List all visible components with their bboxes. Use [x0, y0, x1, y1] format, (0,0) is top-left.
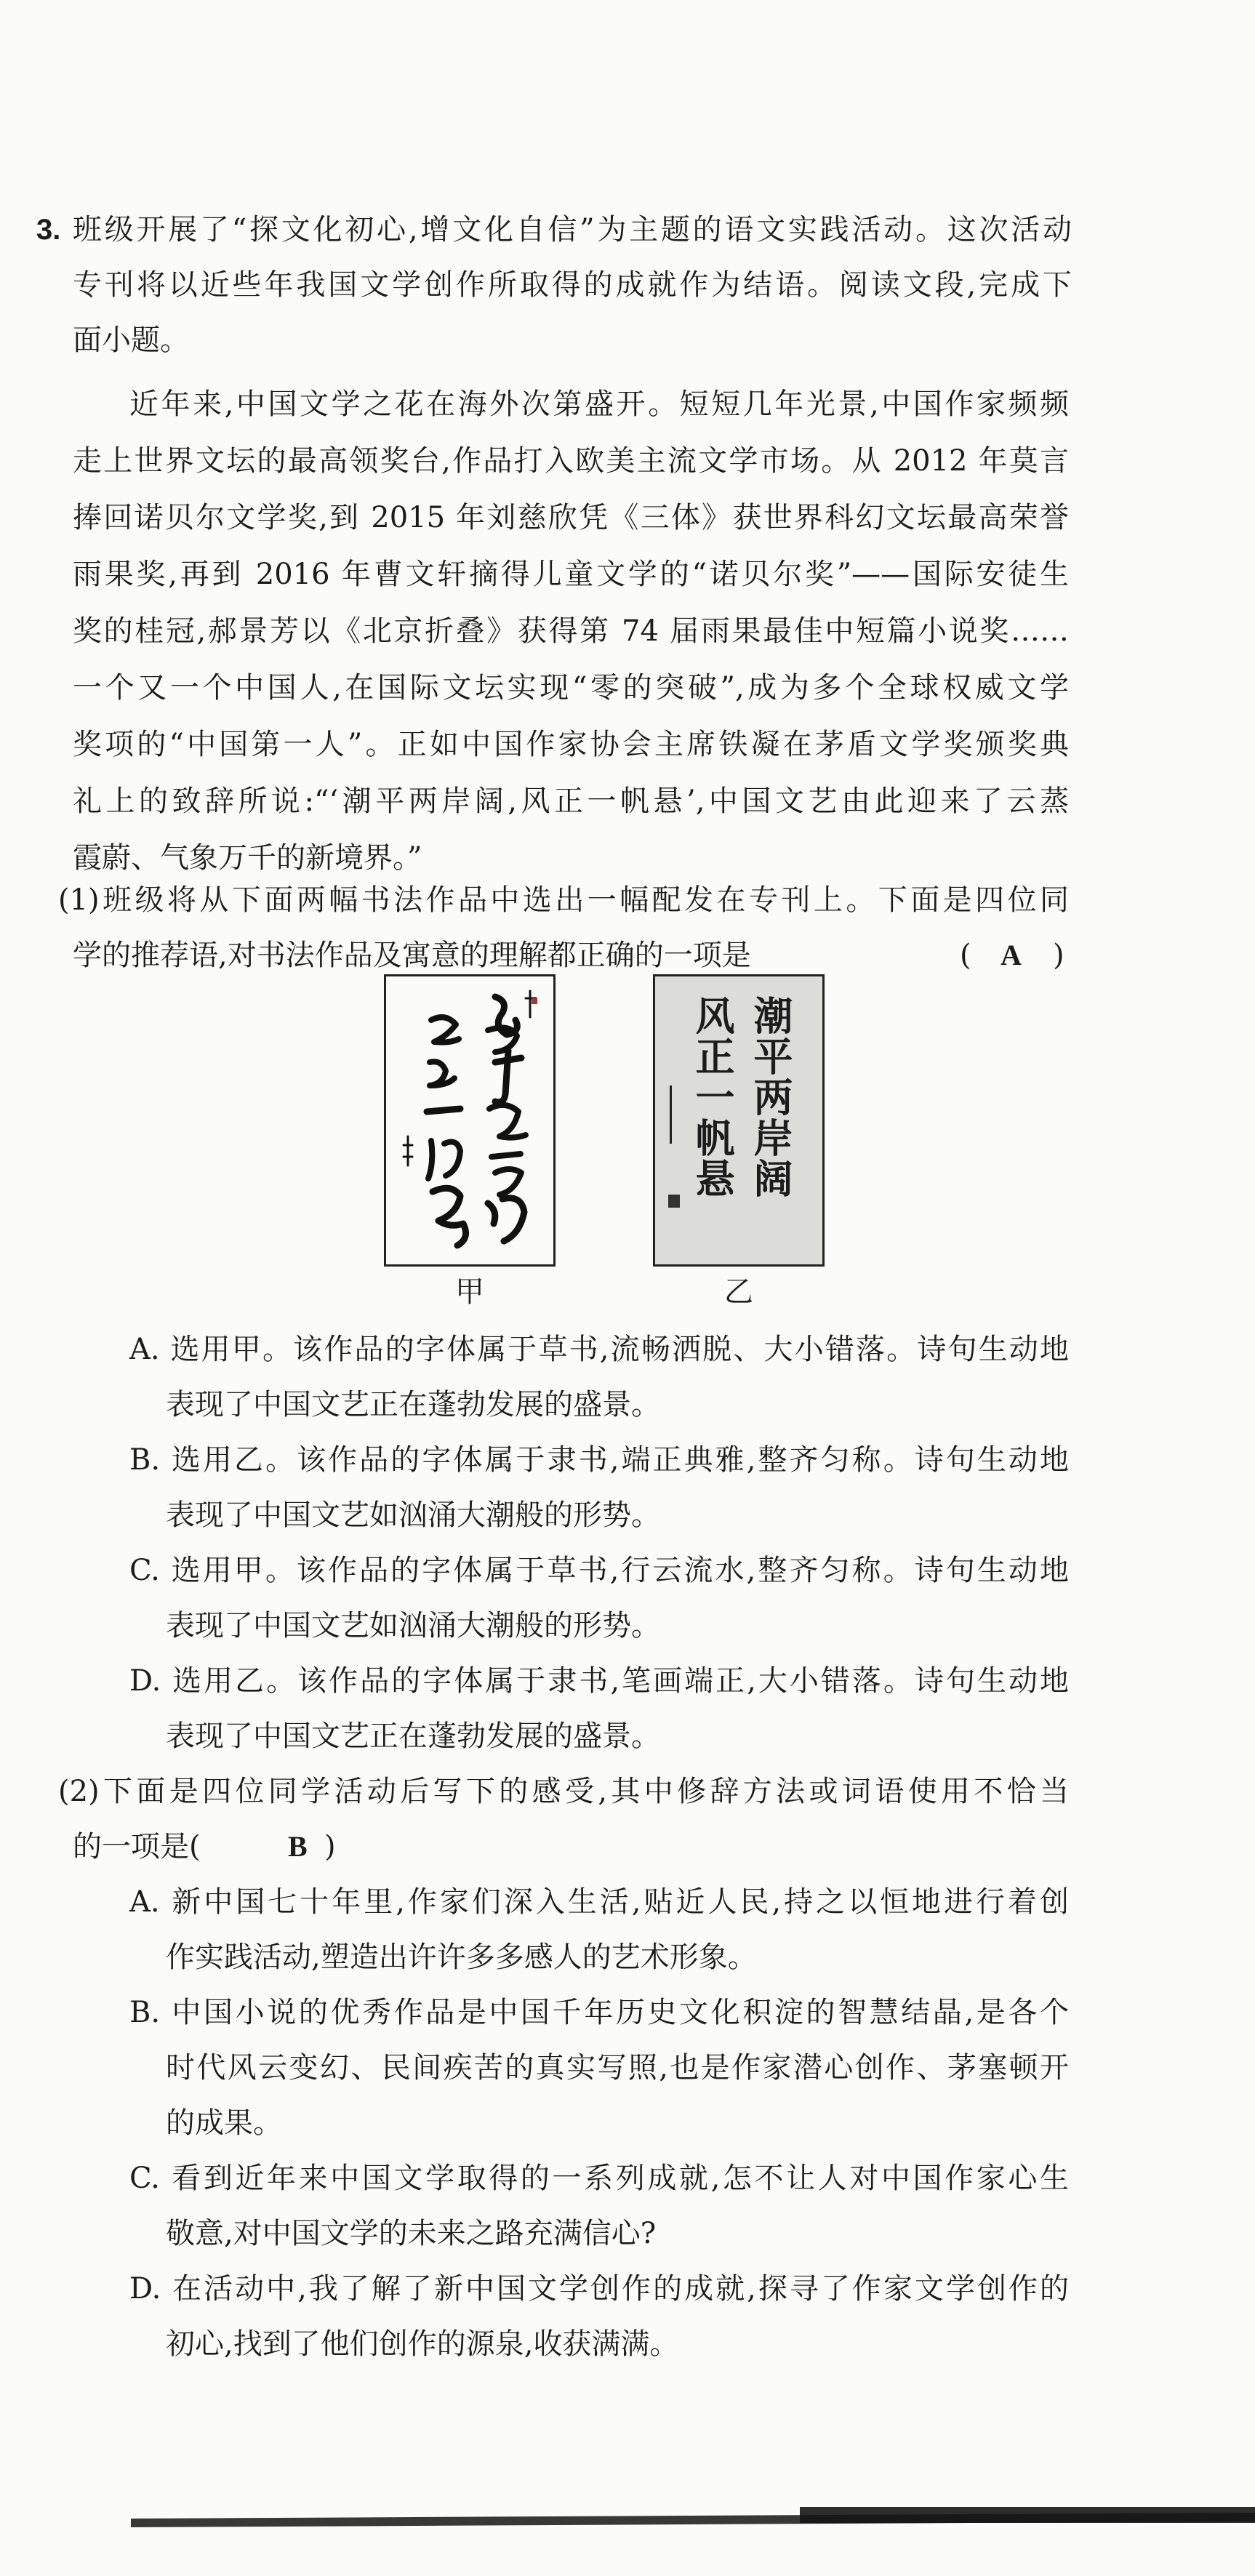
sub2-option-d: D. 在活动中,我了解了新中国文学创作的成就,探寻了作家文学创作的: [129, 2272, 1069, 2306]
image-caption-yi: 乙: [724, 1275, 753, 1309]
passage-line: 奖项的“中国第一人”。正如中国作家协会主席铁凝在茅盾文学奖颁奖典: [73, 728, 1069, 761]
scan-edge-shadow: [800, 2507, 1255, 2523]
calligraphy-yi: [653, 974, 825, 1267]
sub1-option-a-cont: 表现了中国文艺正在蓬勃发展的盛景。: [166, 1388, 660, 1421]
calligraphy-jia: [384, 974, 556, 1267]
sub2-line: (2)下面是四位同学活动后写下的感受,其中修辞方法或词语使用不恰当: [58, 1775, 1069, 1808]
passage-line: 走上世界文坛的最高领奖台,作品打入欧美主流文学市场。从 2012 年莫言: [73, 444, 1069, 478]
passage-line: 捧回诺贝尔文学奖,到 2015 年刘慈欣凭《三体》获世界科幻文坛最高荣誉: [73, 501, 1069, 534]
passage-line: 霞蔚、气象万千的新境界。”: [73, 841, 422, 875]
answer-a: A: [1001, 939, 1022, 971]
sub1-line: 学的推荐语,对书法作品及寓意的理解都正确的一项是: [73, 939, 751, 972]
sub1-option-b: B. 选用乙。该作品的字体属于隶书,端正典雅,整齐匀称。诗句生动地: [129, 1443, 1069, 1477]
sub1-option-d: D. 选用乙。该作品的字体属于隶书,笔画端正,大小错落。诗句生动地: [129, 1664, 1069, 1698]
sub1-option-a: A. 选用甲。该作品的字体属于草书,流畅洒脱、大小错落。诗句生动地: [129, 1333, 1069, 1366]
sub1-option-d-cont: 表现了中国文艺正在蓬勃发展的盛景。: [166, 1720, 660, 1753]
sub2-option-b: B. 中国小说的优秀作品是中国千年历史文化积淀的智慧结晶,是各个: [129, 1996, 1069, 2029]
sub1-option-b-cont: 表现了中国文艺如汹涌大潮般的形势。: [166, 1498, 660, 1532]
sub1-option-c: C. 选用甲。该作品的字体属于草书,行云流水,整齐匀称。诗句生动地: [129, 1554, 1069, 1587]
sub2-option-d-cont: 初心,找到了他们创作的源泉,收获满满。: [166, 2327, 679, 2361]
passage-line: 近年来,中国文学之花在海外次第盛开。短短几年光景,中国作家频频: [129, 388, 1069, 421]
sub2-option-c: C. 看到近年来中国文学取得的一系列成就,怎不让人对中国作家心生: [129, 2162, 1069, 2195]
passage-line: 一个又一个中国人,在国际文坛实现“零的突破”,成为多个全球权威文学: [73, 671, 1069, 705]
answer-paren-close: ): [1053, 939, 1064, 972]
stem-line: 面小题。: [73, 324, 189, 357]
sub1-line: (1)班级将从下面两幅书法作品中选出一幅配发在专刊上。下面是四位同: [58, 883, 1069, 917]
sub2-option-b-cont: 时代风云变幻、民间疾苦的真实写照,也是作家潜心创作、茅塞顿开: [166, 2051, 1069, 2085]
stem-line: 班级开展了“探文化初心,增文化自信”为主题的语文实践活动。这次活动: [73, 213, 1072, 246]
passage-line: 礼上的致辞所说:“‘潮平两岸阔,风正一帆悬’,中国文艺由此迎来了云蒸: [73, 785, 1069, 818]
image-caption-jia: 甲: [455, 1275, 484, 1309]
passage-line: 雨果奖,再到 2016 年曹文轩摘得儿童文学的“诺贝尔奖”——国际安徒生: [73, 558, 1069, 591]
answer-paren-open: (: [960, 939, 971, 972]
cursive-script-image: [386, 976, 553, 1264]
clerical-column-left: 风正一帆悬: [689, 995, 736, 1199]
sub2-option-a: A. 新中国七十年里,作家们深入生活,贴近人民,持之以恒地进行着创: [129, 1885, 1069, 1919]
sub2-line: 的一项是(: [73, 1830, 201, 1863]
clerical-column-right: 潮平两岸阔: [747, 995, 794, 1199]
question-number: 3.: [36, 214, 61, 246]
answer-b: B: [288, 1830, 308, 1863]
sub2-option-c-cont: 敬意,对中国文学的未来之路充满信心?: [166, 2217, 657, 2250]
stem-line: 专刊将以近些年我国文学创作所取得的成就作为结语。阅读文段,完成下: [73, 268, 1072, 302]
sub2-option-a-cont: 作实践活动,塑造出许许多多感人的艺术形象。: [166, 1941, 757, 1974]
passage-line: 奖的桂冠,郝景芳以《北京折叠》获得第 74 届雨果最佳中短篇小说奖……: [73, 614, 1069, 648]
sub1-option-c-cont: 表现了中国文艺如汹涌大潮般的形势。: [166, 1609, 660, 1642]
inscription-marks: [670, 1086, 676, 1144]
seal-stamp: [668, 1195, 680, 1208]
answer-paren-close: ): [324, 1830, 336, 1863]
sub2-option-b-cont: 的成果。: [166, 2106, 282, 2140]
